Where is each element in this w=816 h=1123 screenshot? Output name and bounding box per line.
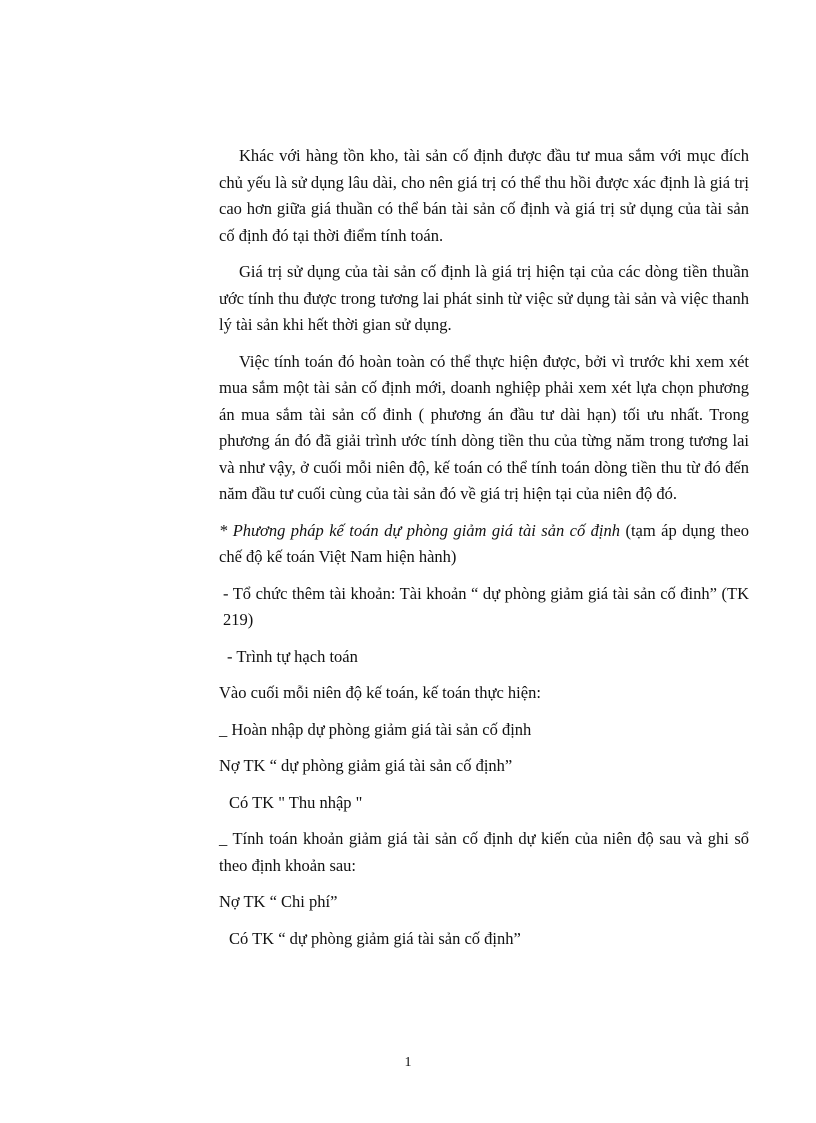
- document-body: [219, 143, 749, 962]
- year-end-instruction: Vào cuối mỗi niên độ kế toán, kế toán thực hiện:: [219, 683, 541, 702]
- method-heading-italic: * Phương pháp kế toán dự phòng giảm giá tài sản cố định: [219, 520, 621, 540]
- method-heading: [219, 518, 749, 571]
- reversal-item: _ Hoàn nhập dự phòng giảm giá tài sản cố định: [219, 719, 532, 739]
- account-setup: - Tổ chức thêm tài khoản: Tài khoản “ dự phòng giảm giá tài sản cố đinh” (TK 219): [223, 583, 749, 629]
- entry1-debit: Nợ TK “ dự phòng giảm giá tài sản cố định”: [219, 756, 513, 775]
- paragraph-recoverable-value: Khác với hàng tồn kho, tài sản cố định được đầu tư mua sắm với mục đích chủ yếu là sử dụng lâu dài, cho nên giá trị có thể thu hồi được xác định là giá trị cao hơn giữa giá thuần có thể bán tài sản cố định và giá trị sử dụng của tài sản cố định đó tại thời điểm tính toán.: [219, 146, 749, 245]
- page-number: 1: [404, 1055, 412, 1070]
- entry2-debit: Nợ TK “ Chi phí”: [219, 892, 338, 911]
- procedure-title: - Trình tự hạch toán: [227, 646, 358, 666]
- entry2-credit: Có TK “ dự phòng giảm giá tài sản cố định”: [229, 928, 521, 948]
- entry1-credit: Có TK " Thu nhập ": [229, 792, 363, 812]
- paragraph-value-in-use: Giá trị sử dụng của tài sản cố định là giá trị hiện tại của các dòng tiền thuần ước tính thu được trong tương lai phát sinh từ việc sử dụng tài sản và việc thanh lý tài sản khi hết thời gian sử dụng.: [219, 262, 749, 334]
- paragraph-calculation-feasibility: Việc tính toán đó hoàn toàn có thể thực hiện được, bởi vì trước khi xem xét mua sắm một tài sản cố định mới, doanh nghiệp phải xem xét lựa chọn phương án mua sắm tài sản cố đinh ( phương án đầu tư dài hạn) tối ưu nhất. Trong phương án đó đã giải trình ước tính dòng tiền thu của từng năm trong tương lai và như vậy, ở cuối mỗi niên độ, kế toán có thể tính toán dòng tiền thu từ đó đến năm đầu tư cuối cùng của tài sản đó về giá trị hiện tại của niên độ đó.: [219, 351, 749, 503]
- method-heading-rest: (tạm áp dụng theo chế độ kế toán Việt Nam hiện hành): [219, 520, 750, 566]
- calculation-item: _ Tính toán khoản giảm giá tài sản cố định dự kiến của niên độ sau và ghi sổ theo định khoản sau:: [219, 829, 749, 875]
